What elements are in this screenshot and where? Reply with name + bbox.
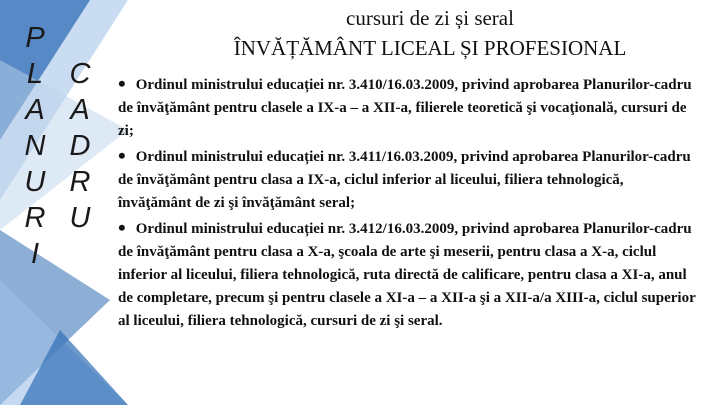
- vertical-letter: A: [70, 94, 90, 126]
- vertical-letter: A: [25, 94, 45, 126]
- list-item: [118, 216, 700, 333]
- vertical-letter: I: [30, 238, 40, 270]
- slide-subtitle: cursuri de zi și seral: [346, 6, 514, 30]
- vertical-letter: U: [69, 202, 91, 234]
- vertical-word-planuri: [20, 20, 50, 272]
- slide-title: ÎNVĂȚĂMÂNT LICEAL ȘI PROFESIONAL: [233, 36, 627, 60]
- vertical-word-cadru: [65, 56, 95, 236]
- list-item: [118, 72, 700, 143]
- bullet-icon: •: [118, 71, 126, 96]
- vertical-letter: R: [24, 202, 46, 234]
- bullet-icon: •: [118, 215, 126, 240]
- item-text: Ordinul ministrului educației nr. 3.411/16.03.2009, privind aprobarea Planurilor-cadru de învăţământ pentru clasa a IX-a, ciclul inferior al liceului, filiera tehnologică, învăţământ de zi şi învăţământ seral;: [118, 149, 691, 211]
- item-text: Ordinul ministrului educației nr. 3.412/16.03.2009, privind aprobarea Planurilor-cadru de învăţământ pentru clasa a X-a, şcoala de arte şi meserii, pentru clasa a X-a, ciclul inferior al liceului, filiera tehnologică, ruta directă de calificare, pentru clasa a XI-a, anul de completare, precum şi pentru clasele a XI-a – a XII-a şi a XII-a/a XIII-a, ciclul superior al liceului, filiera tehnologică, cursuri de zi şi seral.: [118, 221, 696, 329]
- vertical-letter: N: [24, 130, 46, 162]
- vertical-letter: P: [25, 22, 45, 54]
- list-item: [118, 144, 700, 215]
- vertical-letter: C: [69, 58, 91, 90]
- bullet-icon: •: [118, 143, 126, 168]
- order-list: [118, 72, 700, 334]
- vertical-letter: U: [24, 166, 46, 198]
- vertical-letter: L: [26, 58, 44, 90]
- item-text: Ordinul ministrului educației nr. 3.410/16.03.2009, privind aprobarea Planurilor-cadru de învăţământ pentru clasele a IX-a – a XII-a, filierele teoretică şi vocaţională, cursuri de zi;: [118, 77, 692, 139]
- vertical-letter: R: [69, 166, 91, 198]
- vertical-letter: D: [69, 130, 91, 162]
